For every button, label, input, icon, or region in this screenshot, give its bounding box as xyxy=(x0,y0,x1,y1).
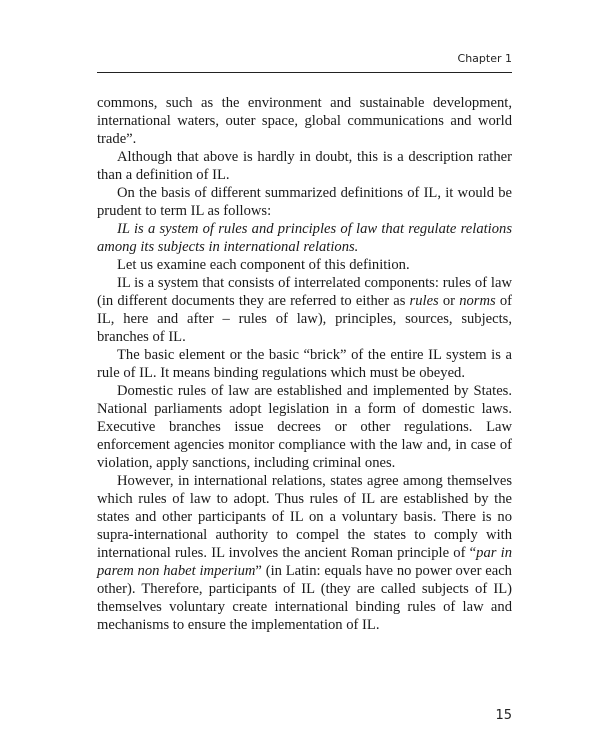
paragraph-1: commons, such as the environment and sustainable development, international waters, outer space, global communications and world trade”. xyxy=(97,95,512,147)
page-body xyxy=(97,94,512,634)
header-rule xyxy=(97,72,512,73)
paragraph-5: Let us examine each component of this definition. xyxy=(117,257,410,273)
paragraph-9-text-a: However, in international relations, states agree among themselves which rules of law to adopt. Thus rules of IL are established by the states and other participants of IL on a voluntary basis. There is no supra-international authority to compel the states to comply with international rules. IL involves the ancient Roman principle of “ xyxy=(97,473,512,561)
paragraph-6-text-a: IL is a system that consists of interrelated components: rules of law (in different documents they are referred to either as xyxy=(97,275,512,309)
paragraph-2: Although that above is hardly in doubt, this is a description rather than a definition of IL. xyxy=(97,149,512,183)
paragraph-3: On the basis of different summarized definitions of IL, it would be prudent to term IL as follows: xyxy=(97,185,512,219)
paragraph-9 xyxy=(97,472,512,634)
term-rules: rules xyxy=(409,293,439,309)
paragraph-6-text-c: or xyxy=(438,293,460,309)
term-norms: norms xyxy=(459,293,496,309)
running-head: Chapter 1 xyxy=(457,52,512,65)
latin-phrase: par in parem non habet imperium xyxy=(97,545,512,579)
paragraph-9-text-c: ” (in Latin: equals have no power over each other). Therefore, participants of IL (they are called subjects of IL) themselves voluntary create international binding rules of law and mechanisms to ensure the implementation of IL. xyxy=(97,563,512,633)
paragraph-8: Domestic rules of law are established and implemented by States. National parliaments adopt legislation in a form of domestic laws. Executive branches issue decrees or other regulations. Law enforcement agencies monitor compliance with the law and, in case of violation, apply sanctions, including criminal ones. xyxy=(97,383,512,471)
paragraph-6-text-e: of IL, here and after – rules of law), principles, sources, subjects, branches of IL. xyxy=(97,293,512,345)
definition-paragraph: IL is a system of rules and principles of law that regulate relations among its subjects in international relations. xyxy=(97,221,512,255)
page-number: 15 xyxy=(495,708,512,723)
paragraph-7: The basic element or the basic “brick” of the entire IL system is a rule of IL. It means binding regulations which must be obeyed. xyxy=(97,347,512,381)
paragraph-6 xyxy=(97,274,512,346)
